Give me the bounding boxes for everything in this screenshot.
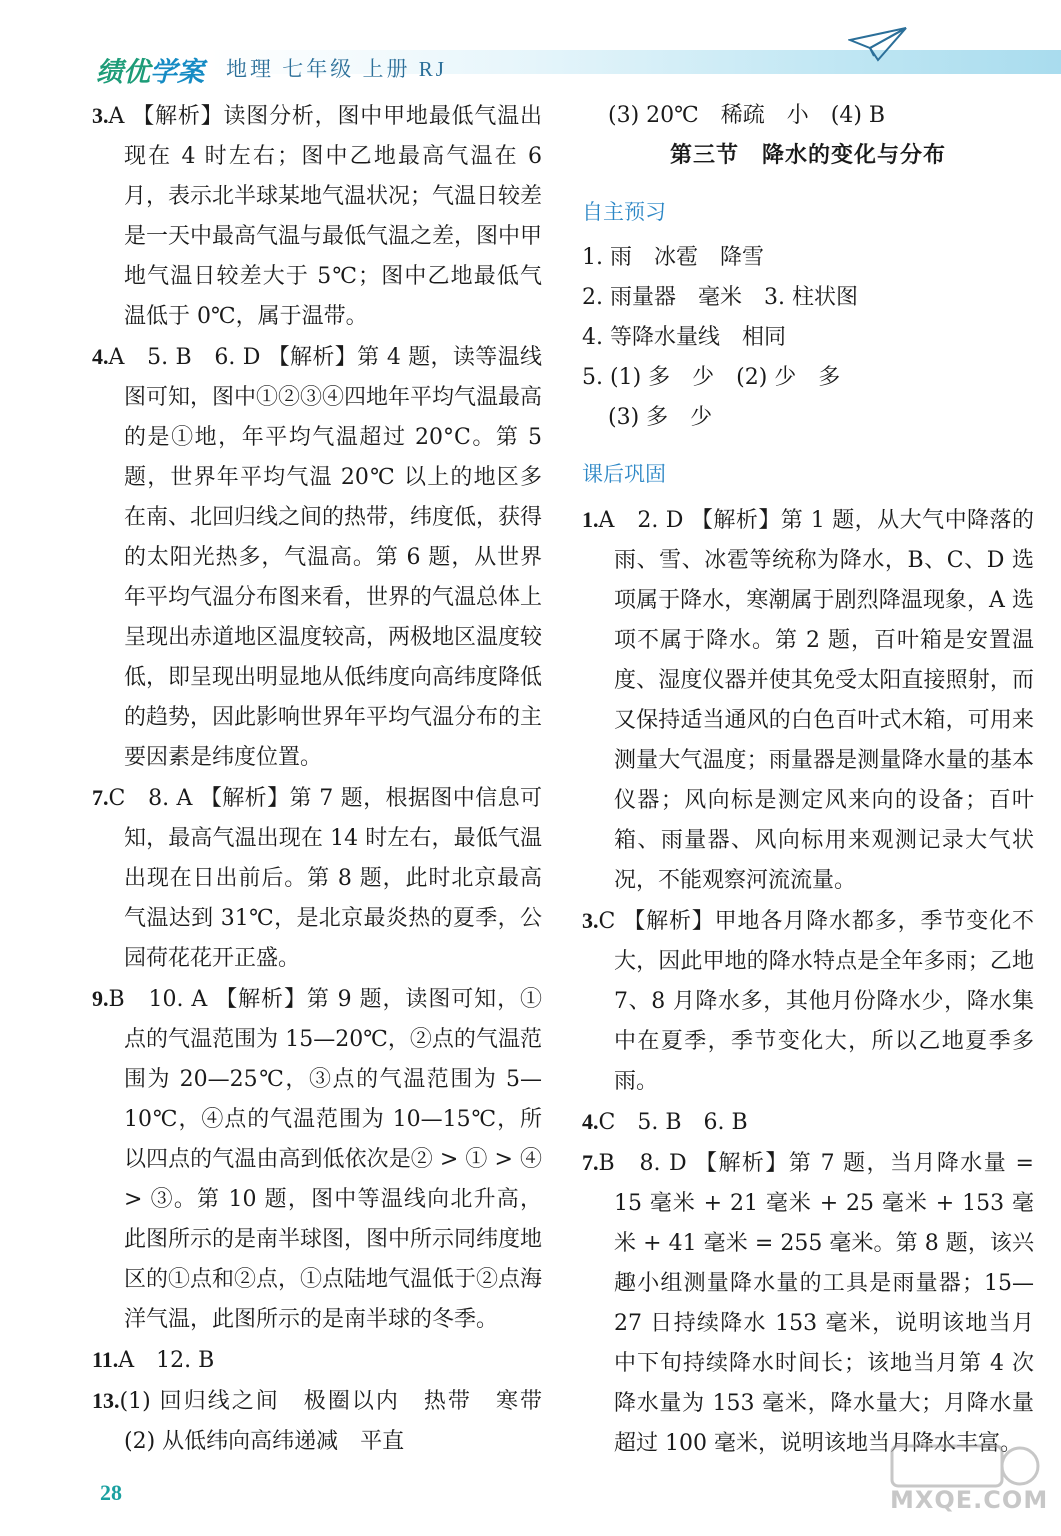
brand-part1: 绩优 [96, 57, 150, 88]
brand-logo [96, 50, 204, 89]
preview-item: 5. (1) 多 少 (2) 少 多 [582, 365, 841, 390]
preview-item: 2. 雨量器 毫米 3. 柱状图 [582, 285, 858, 310]
review-answer-7-8: 7.B 8. D 【解析】第 7 题，当月降水量 = 15 毫米 + 21 毫米 + 25 毫米 + 153 毫米 + 41 毫米 = 255 毫米。第 8 题，该兴趣小组测量降水量的工具是雨量器；15—27 日持续降水 153 毫米，说明该地当月中下旬持续降水时间长；该地当月第 4 次降水量为 153 毫米，降水量大；月降水量超过 100 毫米，说明该地当月降水丰富。 [582, 1150, 1034, 1456]
right-column [582, 96, 1034, 1464]
subhead-preview: 自主预习 [582, 200, 666, 224]
preview-item: (3) 多 少 [608, 405, 713, 430]
page-header [0, 0, 1061, 90]
brand-part2: 学案 [150, 57, 204, 88]
review-answer-1-2: 1.A 2. D 【解析】第 1 题，从大气中降落的雨、雪、冰雹等统称为降水，B、C、D 选项属于降水，寒潮属于剧烈降温现象，A 选项不属于降水。第 2 题，百叶箱是安置温度、湿度仪器并使其免受太阳直接照射，而又保持适当通风的白色百叶式木箱，可用来测量大气温度；雨量器是测量降水量的基本仪器；风向标是测定风来向的设备；百叶箱、雨量器、风向标用来观测记录大气状况，不能观察河流流量。 [582, 507, 1034, 893]
watermark-stamp-icon [890, 1442, 1040, 1492]
subject-line: 地理 七年级 上册 RJ [226, 57, 447, 81]
watermark-text: MXQE.COM [890, 1486, 1049, 1514]
watermark-logo [890, 1442, 1049, 1528]
preview-item: 1. 雨 冰雹 降雪 [582, 245, 764, 270]
preview-item: 4. 等降水量线 相同 [582, 325, 786, 350]
answer-4-6: 4.A 5. B 6. D 【解析】第 4 题，读等温线图可知，图中①②③④四地年平均气温最高的是①地，年平均气温超过 20°C。第 5 题，世界年平均气温 20℃ 以上的地区多在南、北回归线之间的热带，纬度低，获得的太阳光热多，气温高。第 6 题，从世界年平均气温分布图来看，世界的气温总体上呈现出赤道地区温度较高，两极地区温度较低，即呈现出明显地从低纬度向高纬度降低的趋势，因此影响世界年平均气温分布的主要因素是纬度位置。 [92, 344, 543, 770]
paper-plane-icon [848, 26, 908, 66]
page-number: 28 [100, 1480, 122, 1505]
answer-11-12: 11.A 12. B [92, 1347, 215, 1373]
answer-13-continued: (3) 20℃ 稀疏 小 (4) B [608, 103, 886, 128]
review-answer-4-6: 4.C 5. B 6. B [582, 1109, 748, 1135]
section-title: 第三节 降水的变化与分布 [669, 143, 946, 168]
answer-7-8: 7.C 8. A 【解析】第 7 题，根据图中信息可知，最高气温出现在 14 时左右，最低气温出现在日出前后。第 8 题，此时北京最高气温达到 31℃，是北京最炎热的夏季，公园荷花花开正盛。 [92, 785, 542, 971]
answer-13: 13.(1) 回归线之间 极圈以内 热带 寒带 (2) 从低纬向高纬递减 平直 [92, 1388, 565, 1454]
review-answer-3: 3.C 【解析】甲地各月降水都多，季节变化不大，因此甲地的降水特点是全年多雨；乙地 7、8 月降水多，其他月份降水少，降水集中在夏季，季节变化大，所以乙地夏季多雨。 [582, 908, 1034, 1094]
answer-3: 3.A 【解析】读图分析，图中甲地最低气温出现在 4 时左右；图中乙地最高气温在 6 月，表示北半球某地气温状况；气温日较差是一天中最高气温与最低气温之差，图中甲地气温日较差大于 5℃；图中乙地最低气温低于 0℃，属于温带。 [92, 103, 543, 329]
left-column [92, 96, 565, 1462]
answer-9-10: 9.B 10. A 【解析】第 9 题，读图可知，①点的气温范围为 15—20℃，②点的气温范围为 20—25℃，③点的气温范围为 5—10℃，④点的气温范围为 10—15℃，所以四点的气温由高到低依次是② > ① > ④ > ③。第 10 题，图中等温线向北升高，此图所示的是南半球图，图中所示同纬度地区的①点和②点，①点陆地气温低于②点海洋气温，此图所示的是南半球的冬季。 [92, 986, 543, 1332]
subhead-review: 课后巩固 [582, 462, 666, 486]
